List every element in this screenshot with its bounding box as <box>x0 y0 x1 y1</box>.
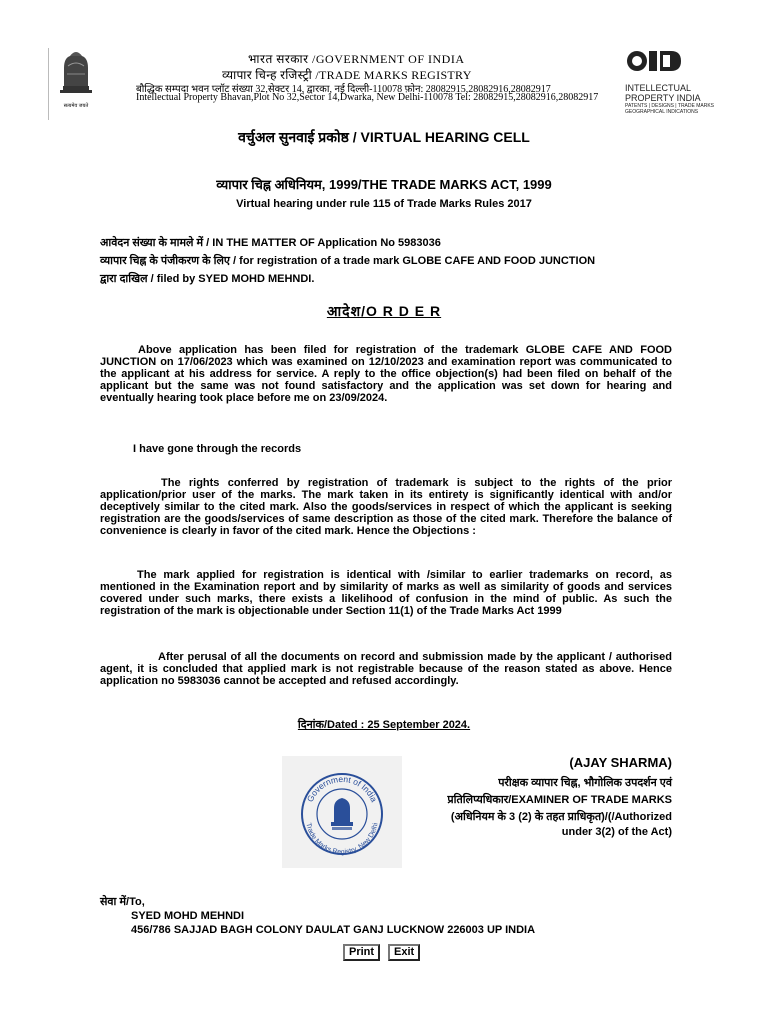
header-address-english: Intellectual Property Bhavan,Plot No 32,Sector 14,Dwarka, New Delhi-110078 Tel: 28082915,28082916,28082917 <box>136 92 599 103</box>
header-registry: व्यापार चिन्ह रजिस्ट्री /TRADE MARKS REGISTRY <box>222 68 472 82</box>
signatory-title-line-3: (अधिनियम के 3 (2) के तहत प्राधिकृत)/(/Authorized <box>450 811 672 823</box>
signatory-title-line-2: प्रतिलिप्यधिकार/EXAMINER OF TRADE MARKS <box>447 794 672 806</box>
matter-registration: व्यापार चिह्न के पंजीकरण के लिए / for registration of a trade mark GLOBE CAFE AND FOOD JUNCTION <box>100 255 596 267</box>
matter-application-no: आवेदन संख्या के मामले में / IN THE MATTER OF Application No 5983036 <box>100 237 441 249</box>
virtual-hearing-cell-title: वर्चुअल सुनवाई प्रकोष्ठ / VIRTUAL HEARING CELL <box>238 129 530 145</box>
header-government: भारत सरकार /GOVERNMENT OF INDIA <box>248 52 465 66</box>
addressee-name: SYED MOHD MEHNDI <box>131 910 245 922</box>
signatory-title-line-4: under 3(2) of the Act) <box>561 826 672 838</box>
paragraph-application-history: Above application has been filed for registration of the trademark GLOBE CAFE AND FOOD JUNCTION on 17/06/2023 which was examined on 12/10/2023 and examination report was communicated to the applicant at his address for service. A reply to the office objection(s) had been filed on behalf of the applicant but the same was not found satisfactory and the application was set down for hearing and eventually hearing took place before me on 23/09/2024. <box>100 344 672 404</box>
national-emblem-logo <box>55 46 97 108</box>
paragraph-objection: The mark applied for registration is identical with /similar to earlier trademarks on record, as mentioned in the Examination report and by similarity of marks as well as similarity of goods and services covered under such marks, there exists a likelihood of confusion in the mind of public. As such the registration of the mark is objectionable under Section 11(1) of the Trade Marks Act 1999 <box>100 569 672 617</box>
header-divider <box>48 48 49 120</box>
print-button[interactable]: Print <box>343 944 380 961</box>
signatory-name: (AJAY SHARMA) <box>569 755 672 770</box>
seal-stamp-icon <box>282 756 402 868</box>
seal-bottom-text: Trade Marks Registry, New Delhi <box>304 822 380 857</box>
ip-india-mark-icon <box>625 48 685 78</box>
order-date: दिनांक/Dated : 25 September 2024. <box>297 719 471 731</box>
ip-india-logo <box>625 48 725 115</box>
official-seal <box>282 756 402 868</box>
matter-filed-by: द्वारा दाखिल / filed by SYED MOHD MEHNDI. <box>100 273 315 285</box>
emblem-caption: सत्यमेव जयते <box>63 103 89 109</box>
to-label: सेवा में/To, <box>100 896 145 908</box>
ipi-line-3: PATENTS | DESIGNS | TRADE MARKS <box>625 103 715 109</box>
ipi-line-1: INTELLECTUAL <box>625 83 692 93</box>
signatory-title-line-1: परीक्षक व्यापार चिह्न, भौगोलिक उपदर्शन एवं <box>498 777 672 789</box>
header-address-hindi: बौद्धिक सम्पदा भवन प्लॉट संख्या 32,सेक्टर 14, द्वारका, नई दिल्ली-110078 फ़ोन: 28082915,28082916,28082917 <box>136 84 551 95</box>
exit-button[interactable]: Exit <box>388 944 420 961</box>
addressee-address: 456/786 SAJJAD BAGH COLONY DAULAT GANJ LUCKNOW 226003 UP INDIA <box>131 924 536 936</box>
ipi-line-4: GEOGRAPHICAL INDICATIONS <box>625 109 699 115</box>
paragraph-rights-conferred: The rights conferred by registration of trademark is subject to the rights of the prior application/prior user of the marks. The mark taken in its entirety is significantly identical with and/or deceptively similar to the cited mark. Also the goods/services in respect of which the applicant is seeking registration are the goods/services of same description as those of the cited mark. Therefore the balance of convenience is clearly in favor of the cited mark. Hence the Objections : <box>100 477 672 537</box>
ipi-line-2: PROPERTY INDIA <box>625 93 701 103</box>
paragraph-records: I have gone through the records <box>133 443 302 455</box>
paragraph-conclusion: After perusal of all the documents on record and submission made by the applicant / authorised agent, it is concluded that applied mark is not registrable because of the reason stated as above. Hence application no 5983036 cannot be accepted and refused accordingly. <box>100 651 672 687</box>
seal-top-text: Government of India <box>304 773 380 804</box>
order-heading: आदेश/O R D E R <box>326 303 442 319</box>
trade-marks-act-title: व्यापार चिह्न अधिनियम, 1999/THE TRADE MARKS ACT, 1999 <box>216 177 552 192</box>
hearing-rule-subtitle: Virtual hearing under rule 115 of Trade Marks Rules 2017 <box>236 198 532 210</box>
